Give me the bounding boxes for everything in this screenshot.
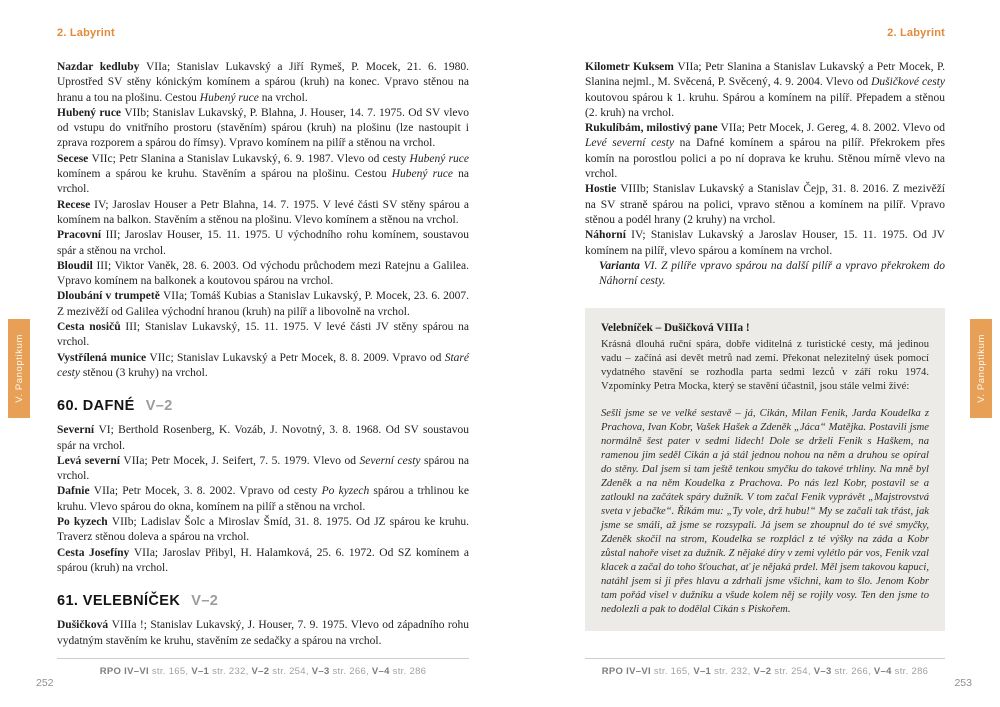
footer-index-page-ref: str. 232, — [209, 666, 252, 677]
route-name: Recese — [57, 198, 95, 211]
footer-index-page-ref: str. 254, — [269, 666, 312, 677]
route-name: Po kyzech — [57, 516, 112, 529]
route-description-text: Stanislav Lukavský a Jaroslav Houser, 15. 11. 1975. Od JV komínem na pilíř, vlevo spárou a komínem na vrchol. — [585, 229, 945, 257]
route-grade: VIIc; — [91, 152, 120, 165]
route-name: Dafnie — [57, 485, 94, 498]
route-grade: VIIb; — [124, 106, 153, 119]
side-tab-label: V. Panoptikum — [13, 334, 25, 403]
route-name: Cesta Josefíny — [57, 546, 134, 559]
route-description-text: komínem a spárou ke kruhu. Stavěním a spárou na plošinu. Cestou — [57, 168, 392, 181]
page-right-content — [585, 60, 945, 631]
footer-index-grade: V–2 — [753, 666, 772, 677]
route-grade: VIIa; — [93, 485, 123, 498]
route-name: Nazdar kedluby — [57, 61, 146, 73]
route-name: Hubený ruce — [57, 106, 125, 119]
route-description-text: Petr Slanina a Stanislav Lukavský, 6. 9. 1987. Vlevo od cesty — [119, 152, 410, 165]
route-description-text: Jaroslav Houser, 15. 11. 1975. U východního rohu komínem, soustavou spár a stěnou na vrchol. — [57, 229, 470, 257]
route-entry — [57, 152, 469, 198]
route-grade: VIIIb; — [620, 183, 653, 196]
route-entry — [57, 351, 469, 382]
footer-index-page-ref: str. 286 — [891, 666, 929, 677]
footer-index-page-ref: str. 232, — [711, 666, 754, 677]
route-name: Vystřílená munice — [57, 351, 150, 364]
footer-rule — [585, 658, 945, 659]
tower-heading — [57, 593, 469, 609]
route-name: Severní — [57, 424, 99, 437]
route-description-text: Viktor Vaněk, 28. 6. 2003. Od východu průchodem mezi Ratejnu a Galilea. Vpravo komínem na balkonek a koutovou spárou na vrchol. — [57, 259, 469, 288]
route-reference-italic: Staré cesty — [57, 351, 469, 379]
route-entry — [57, 618, 469, 649]
route-grade: IV; — [631, 229, 651, 242]
footer-index-line — [585, 666, 945, 677]
route-variant — [585, 259, 945, 290]
route-description-text: Stanislav Lukavský a Petr Mocek, 8. 8. 2009. Vpravo od — [176, 351, 445, 364]
route-name: Cesta nosičů — [57, 321, 126, 334]
route-grade: IV; — [94, 198, 113, 211]
footer-index-grade: RPO IV–VI — [601, 666, 651, 677]
footer-index-grade: V–2 — [251, 666, 270, 677]
route-entry — [57, 106, 469, 152]
footer-index-grade: V–3 — [813, 666, 832, 677]
running-head-right: 2. Labyrint — [887, 27, 945, 39]
route-description-text: spárou a trhlinou ke kruhu. Vlevo spárou do okna, komínem na pilíř a stěnou na vrchol. — [57, 485, 469, 513]
route-reference-italic: Hubený ruce — [409, 152, 469, 165]
route-name: Dloubání v trumpetě — [57, 290, 163, 303]
route-name: Rukulíbám, milostivý pane — [585, 122, 721, 135]
route-entry — [57, 198, 469, 229]
route-entry — [57, 515, 469, 546]
variant-text: VI. Z pilíře vpravo spárou na další pilíř a vpravo překrokem do Náhorní cesty. — [599, 259, 945, 288]
route-entry — [57, 484, 469, 515]
route-description-text: Petr Slanina a Stanislav Lukavský a Petr Mocek, P. Slanina nejml., M. Svěcená, P. Svěcený, 4. 9. 2004. Vlevo od — [585, 61, 946, 89]
running-head-left: 2. Labyrint — [57, 27, 115, 39]
route-grade: VIIc; — [149, 351, 177, 364]
tower-heading-title: 61. VELEBNÍČEK — [57, 593, 181, 610]
side-tab-panoptikum-left — [8, 319, 30, 418]
route-reference-italic: Hubený ruce — [391, 168, 454, 181]
route-description-text: Petr Mocek, J. Gereg, 4. 8. 2002. Vlevo od — [747, 122, 945, 135]
footer-index-grade: V–4 — [873, 666, 892, 677]
route-name: Secese — [57, 152, 92, 165]
route-description-text: Stanislav Lukavský, P. Blahna, J. Houser, 14. 7. 1975. Od SV vlevo od vstupu do vnitřního prostoru (stavěním) spárou (kruh) na plošinu (lze nastoupit i zprava rozporem a spárou do římsy). Vpravo komínem na pilíř a stěnou na vrchol. — [57, 106, 469, 150]
route-name: Hostie — [585, 183, 621, 196]
route-grade: VIIa; — [145, 61, 177, 73]
page-number-right: 253 — [954, 677, 972, 689]
footer-index-grade: RPO IV–VI — [99, 666, 149, 677]
route-reference-italic: Levé severní cesty — [585, 137, 675, 150]
route-description-text: Petr Mocek, 3. 8. 2002. Vpravo od cesty — [122, 485, 322, 498]
route-name: Pracovní — [57, 229, 106, 242]
side-tab-panoptikum-right — [970, 319, 992, 418]
footer-rule — [57, 658, 469, 659]
route-grade: VI; — [98, 424, 119, 437]
side-tab-label: V. Panoptikum — [975, 334, 987, 403]
tower-heading-grade: V–2 — [145, 398, 173, 415]
route-entry — [57, 454, 469, 485]
footer-index-page-ref: str. 254, — [771, 666, 814, 677]
variant-label: Varianta — [599, 259, 644, 272]
route-description-text: Ladislav Šolc a Miroslav Šmíd, 31. 8. 1975. Od JZ spárou ke kruhu. Traverz stěnou doleva a spárou na vrchol. — [57, 516, 469, 544]
route-description-text: Jaroslav Houser a Petr Blahna, 14. 7. 1975. V levé části SV stěny spárou a komínem na balkon. Stavěním a stěnou na plošinu. Vlevo komínem a stěnou na vrchol. — [57, 198, 469, 226]
anecdote-box-story: Sešli jsme se ve velké sestavě – já, Cikán, Milan Fenik, Jarda Koudelka z Prachova, Ivan Kobr, Vašek Hašek a Zdeněk „Jáca“ Matějka. Postavili jsme normálně šest pater v sedmi lidech! Dole se drželi Fenik s Haškem, na ramenou jim seděl Cikán a já stál jednou nohou na něm a druhou se opíral do stěny. Dal jsem si tam ještě tenkou smyčku do takové trhliny. Na mně byl Zdeněk a na něm Koudelka z Prachova. Po nás lezl Kobr, postavil se a zatloukl na začátek spáry dužník. V tom začal Fenik vyprávět „Majstrovstvá sveta v jebačke“. Říkám mu: „Ty vole, drž hubu!“ My se začali tak třást, jak jsme se smáli, až jsme se rozsypali. Já jsem se zhoupnul do té své smyčky, Zdeněk skočil na strom, Koudelka se rozplácl z té výšky na záda a Kobr zůstal nahoře viset za dužník. Z nějaké díry v zemi vylétlo pár vos, Fenik vzal klacek a začal do toho šťouchat, ať je nějaká prdel. Měl jsem takovou kapuci, natáhl jsem si ji přes hlavu a zdrhali jsme všichni, kam to šlo. Jenom Kobr tam pořád visel v dužníku a všude kolem něj se rojily vosy. Ten den jsme to nedolezli a pak to dodělal Cikán s Piskořem. — [601, 408, 929, 616]
route-description-text: Stanislav Lukavský a Stanislav Čejp, 31. 8. 2016. Z mezivěží na SV straně spárou na polici, vpravo stěnou a komínem na pilíř. Vpravo stěnou a podél hrany (2 kruhy) na vrchol. — [585, 183, 945, 226]
route-description-text: Jaroslav Přibyl, H. Halamková, 25. 6. 1972. Od SZ komínem a spárou (kruh) na vrchol. — [57, 546, 470, 574]
page-left-content — [57, 60, 469, 649]
route-description-text: na vrchol. — [57, 168, 469, 196]
route-grade: VIIa; — [162, 290, 191, 303]
page-right — [585, 0, 945, 707]
route-entry — [585, 182, 945, 228]
footer-index-page-ref: str. 266, — [831, 666, 874, 677]
footer-index-page-ref: str. 165, — [148, 666, 192, 677]
tower-heading-grade: V–2 — [191, 593, 219, 610]
route-description-text: Tomáš Kubias a Stanislav Lukavský, P. Mocek, 23. 6. 2007. Z mezivěží od Galilea východní hranou (kruh) na pilíř a libovolně na vrchol. — [57, 290, 469, 318]
page-number-left: 252 — [36, 677, 54, 689]
route-entry — [57, 423, 469, 454]
footer-index-grade: V–1 — [693, 666, 712, 677]
route-description-text: Stanislav Lukavský a Jiří Rymeš, P. Mocek, 21. 6. 1980. Uprostřed SV stěny kónickým komínem a spárou (kruh) na konec. Vpravo stěnou na hranu a tou na plošinu. Cestou — [57, 61, 470, 104]
route-grade: VIIa; — [133, 546, 163, 559]
route-grade: III; — [105, 229, 125, 242]
footer-index-grade: V–3 — [311, 666, 330, 677]
route-reference-italic: Hubený ruce — [199, 91, 259, 104]
route-description-text: spárou na vrchol. — [57, 454, 470, 483]
route-entry — [585, 228, 945, 259]
route-reference-italic: Severní cesty — [359, 454, 421, 467]
route-grade: III; — [96, 259, 115, 272]
route-grade: VIIb; — [111, 516, 141, 529]
tower-heading — [57, 398, 469, 414]
page-left — [57, 0, 469, 707]
route-description-text: na vrchol. — [258, 91, 308, 104]
route-description-text: stěnou (3 kruhy) na vrchol. — [79, 366, 208, 379]
route-grade: VIIIa !; — [111, 619, 151, 632]
route-entry — [57, 259, 469, 290]
route-description-text: Berthold Rosenberg, K. Vozáb, J. Novotný, 3. 8. 1968. Od SV soustavou spár na vrchol. — [57, 424, 469, 452]
route-entry — [57, 60, 469, 106]
route-name: Kilometr Kuksem — [585, 61, 678, 73]
anecdote-box-title: Velebníček – Dušičková VIIIa ! — [601, 322, 750, 335]
footer-index-grade: V–1 — [191, 666, 210, 677]
route-description-text: Stanislav Lukavský, 15. 11. 1975. V levé části JV stěny spárou na vrchol. — [57, 321, 470, 349]
route-description-text: Stanislav Lukavský, J. Houser, 7. 9. 1975. Vlevo od západního rohu vydatným stavěním ke kruhu, stavěním ze sedačky a spárou na vrchol. — [57, 619, 469, 647]
anecdote-box — [585, 308, 945, 631]
route-entry — [57, 320, 469, 351]
route-entry — [57, 289, 469, 320]
route-grade: VIIa; — [720, 122, 748, 135]
footer-index-grade: V–4 — [371, 666, 390, 677]
anecdote-box-intro: Krásná dlouhá ruční spára, dobře viditelná z turistické cesty, má jedinou vadu – začíná asi devět metrů nad zemí. Překonat nelezitelný úsek pomocí vydatného stavění se rozhodla parta sedmi lezců v září roku 1974. Vzpomínky Petra Mocka, který se stavění účastnil, jsou stále velmi živé: — [601, 339, 929, 393]
route-grade: VIIa; — [677, 61, 706, 73]
tower-heading-title: 60. DAFNÉ — [57, 398, 135, 415]
route-reference-italic: Po kyzech — [321, 485, 370, 498]
route-entry — [585, 60, 945, 121]
route-entry — [57, 546, 469, 577]
route-name: Levá severní — [57, 454, 124, 467]
route-reference-italic: Dušičkové cesty — [871, 76, 945, 89]
footer-index-page-ref: str. 286 — [389, 666, 427, 677]
route-description-text: koutovou spárou k 1. kruhu. Spárou a komínem na pilíř. Přepadem a stěnou (2. kruh) na vrchol. — [585, 91, 945, 119]
footer-index-page-ref: str. 165, — [650, 666, 694, 677]
route-entry — [57, 228, 469, 259]
route-name: Dušičková — [57, 619, 112, 632]
route-description-text: na Dafné komínem a spárou na pilíř. Překrokem přes komín na porostlou polici a po ní doprava ke kruhu. Stěnou mírně vlevo na vrchol. — [585, 137, 945, 181]
route-grade: III; — [125, 321, 145, 334]
footer-index-line — [57, 666, 469, 677]
route-description-text: Petr Mocek, J. Seifert, 7. 5. 1979. Vlevo od — [151, 454, 360, 467]
route-grade: VIIa; — [123, 454, 152, 467]
route-name: Bloudil — [57, 259, 97, 272]
footer-index-page-ref: str. 266, — [329, 666, 372, 677]
route-entry — [585, 121, 945, 182]
route-name: Náhorní — [585, 229, 632, 242]
